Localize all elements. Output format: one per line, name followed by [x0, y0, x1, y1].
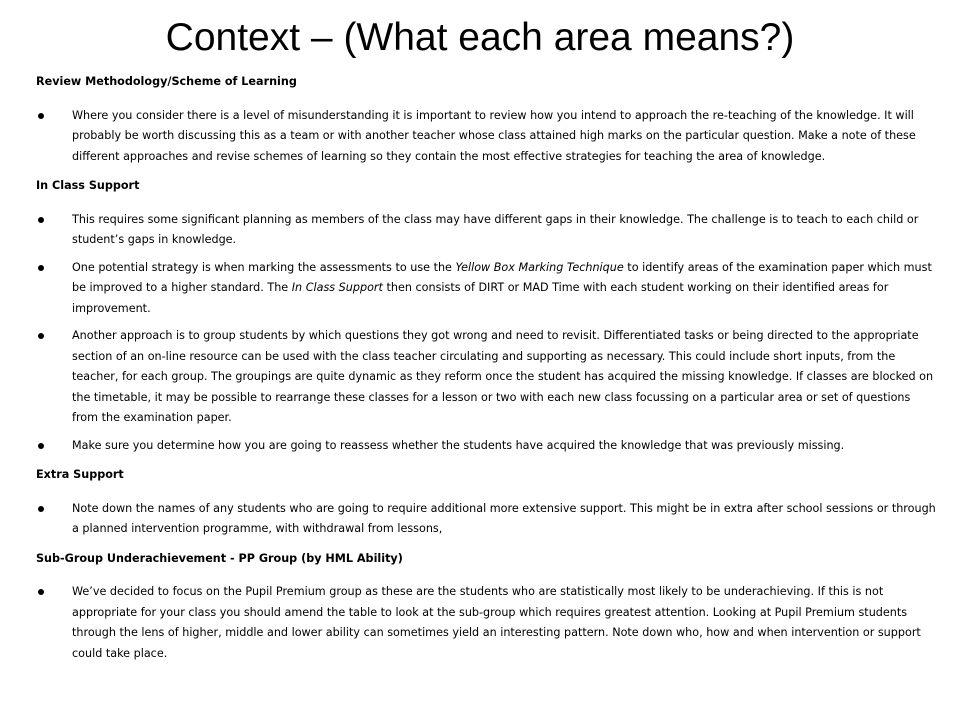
bullet-text: Note down the names of any students who are going to require additional more extensive support. This might be in extra after school sessions or through a planned intervention programme, with withdrawal from lessons, [72, 501, 936, 535]
bullet-text: to identify areas of the examination paper which must be improved to a higher standard. The [72, 260, 932, 294]
section-review-methodology [36, 72, 936, 167]
section-heading: Extra Support [36, 468, 124, 481]
section-heading: In Class Support [36, 179, 140, 192]
section-in-class-support [36, 176, 936, 456]
emphasis-text: In Class Support [291, 281, 383, 294]
section-heading: Sub-Group Underachievement - PP Group (by HML Ability) [36, 551, 403, 565]
bullet-list [36, 499, 936, 540]
bullet-text: then consists of DIRT or MAD Time with each student working on their identified areas for improvement. [72, 281, 889, 315]
document-body [36, 72, 936, 673]
bullet-text: This requires some significant planning as members of the class may have different gaps in their knowledge. The challenge is to teach to each child or student’s gaps in knowledge. [72, 212, 919, 246]
bullet-text: Make sure you determine how you are going to reassess whether the students have acquired the knowledge that was previously missing. [72, 438, 845, 452]
bullet-text: Another approach is to group students by which questions they got wrong and need to revisit. Differentiated tasks or being directed to the appropriate section of an on-line resource can be used with the class teacher circulating and supporting as necessary. This could include short inputs, from the teacher, for each group. The groupings are quite dynamic as they reform once the student has acquired the missing knowledge. If classes are blocked on the timetable, it may be possible to rearrange these classes for a lesson or two with each new class focussing on a particular area or set of questions from the examination paper. [72, 329, 934, 424]
bullet-list [36, 582, 936, 664]
section-heading: Review Methodology/Scheme of Learning [36, 75, 297, 88]
section-extra-support [36, 465, 936, 540]
bullet-item [36, 210, 936, 251]
bullet-item [36, 582, 936, 664]
bullet-item [36, 436, 936, 457]
bullet-text: We’ve decided to focus on the Pupil Premium group as these are the students who are statistically most likely to be underachieving. If this is not appropriate for your class you should amend the table to look at the sub-group which requires greatest attention. Looking at Pupil Premium students through the lens of higher, middle and lower ability can sometimes yield an interesting pattern. Note down who, how and when intervention or support could take place. [72, 585, 921, 660]
bullet-text: Where you consider there is a level of misunderstanding it is important to review how you intend to approach the re-teaching of the knowledge. It will probably be worth discussing this as a team or with another teacher whose class attained high marks on the particular question. Make a note of these different approaches and revise schemes of learning so they contain the most effective strategies for teaching the area of knowledge. [72, 108, 916, 163]
emphasis-text: Yellow Box Marking Technique [455, 260, 624, 274]
bullet-item [36, 258, 936, 320]
section-sub-group-underachievement [36, 549, 936, 665]
bullet-list [36, 210, 936, 457]
bullet-list [36, 106, 936, 168]
bullet-item [36, 326, 936, 429]
page-title: Context – (What each area means?) [165, 16, 795, 59]
bullet-text: One potential strategy is when marking the assessments to use the [72, 260, 456, 274]
bullet-item [36, 499, 936, 540]
bullet-item [36, 106, 936, 168]
